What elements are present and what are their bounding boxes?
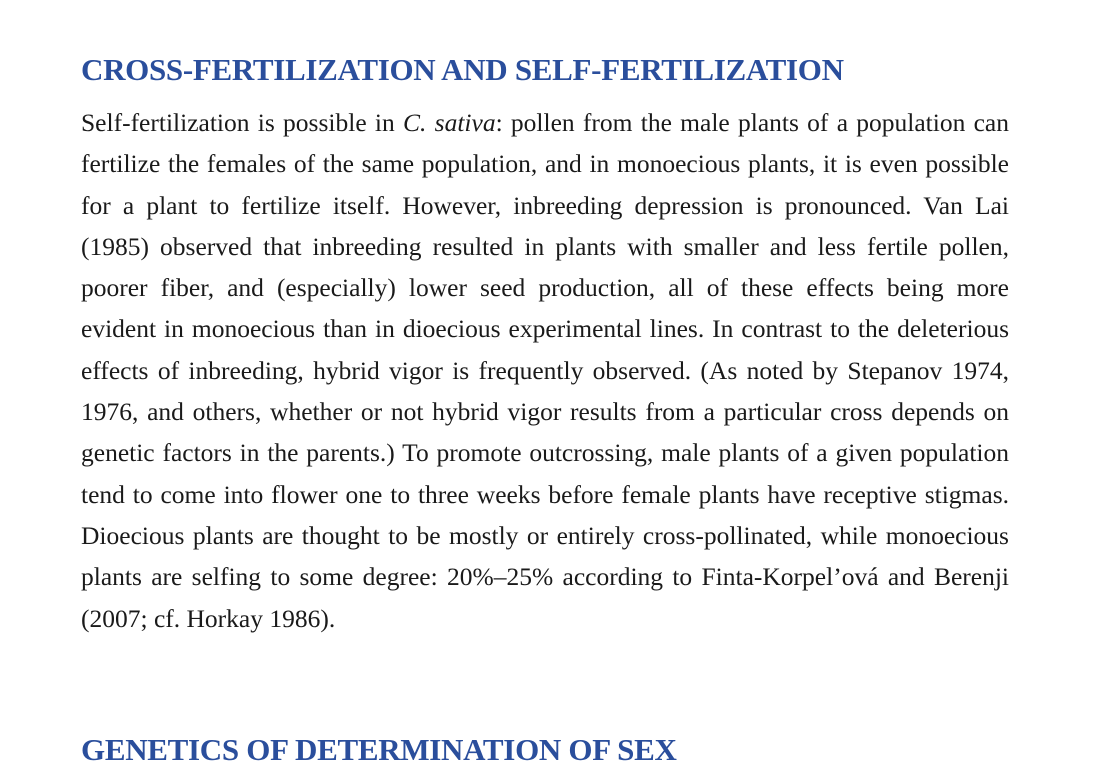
section-heading: CROSS-FERTILIZATION AND SELF-FERTILIZATION: [81, 52, 844, 87]
body-paragraph: [81, 102, 1009, 639]
paragraph-text-intro: Self-fertilization is possible in: [81, 108, 404, 137]
paragraph-text-main: : pollen from the male plants of a population can fertilize the females of the same population, and in monoecious plants, it is even possible for a plant to fertilize itself. However, inbreeding depression is pronounced. Van Lai (1985) observed that inbreeding resulted in plants with smaller and less fertile pollen, poorer fiber, and (especially) lower seed production, all of these effects being more evident in monoecious than in dioecious experimental lines. In contrast to the deleterious effects of inbreeding, hybrid vigor is frequently observed. (As noted by Stepanov 1974, 1976, and others, whether or not hybrid vigor results from a particular cross depends on genetic factors in the parents.) To promote outcrossing, male plants of a given population tend to come into flower one to three weeks before female plants have receptive stigmas. Dioecious plants are thought to be mostly or entirely cross-pollinated, while monoecious plants are selfing to some degree: 20%–25% according to Finta-Korpel’ová and Berenji (2007; cf. Horkay 1986).: [81, 108, 1009, 633]
document-page: [81, 50, 1009, 639]
species-name: C. sativa: [403, 108, 496, 137]
next-section-heading: GENETICS OF DETERMINATION OF SEX: [81, 732, 677, 767]
